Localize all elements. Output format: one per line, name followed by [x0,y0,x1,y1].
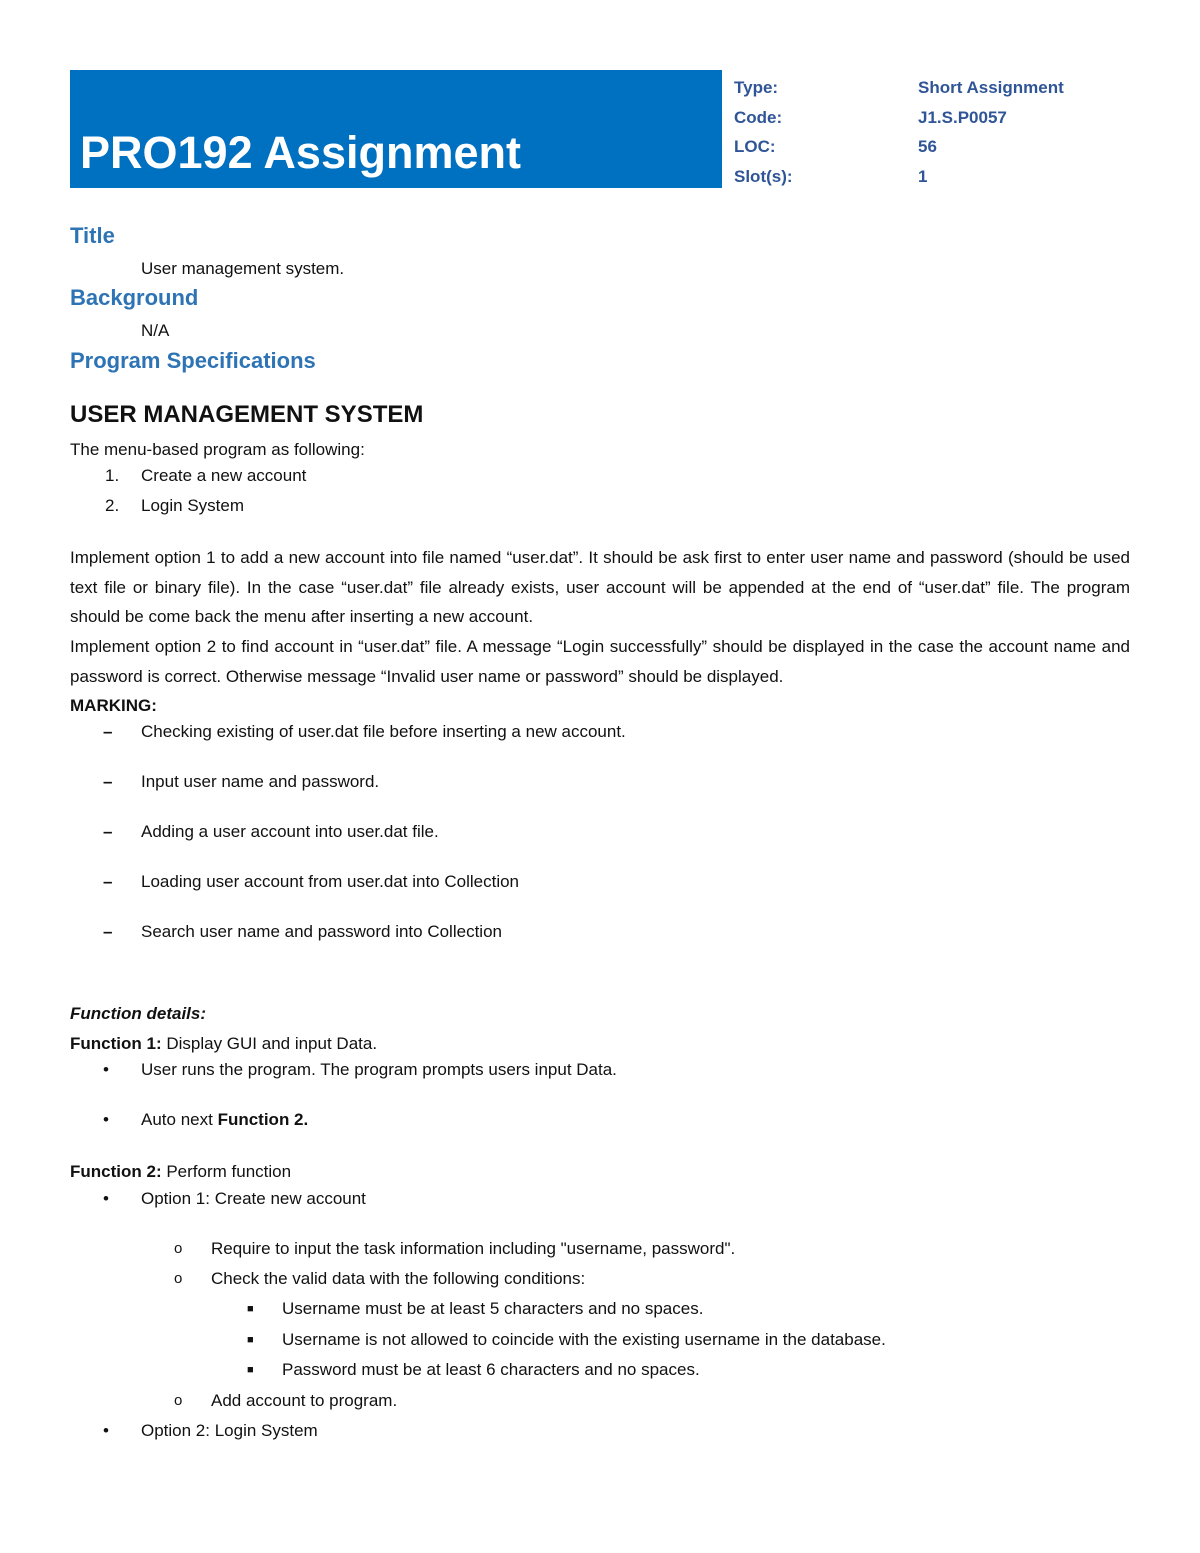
title-banner [70,70,722,188]
marking-item: Adding a user account into user.dat file. [141,822,439,841]
menu-item: Create a new account [141,466,307,485]
square-bullet: ■ [247,1303,254,1315]
meta-row-type [734,73,1174,103]
menu-number: 1. [105,466,120,485]
marking-item: Checking existing of user.dat file before inserting a new account. [141,722,626,741]
marking-label: MARKING: [70,696,157,715]
option-1-subitem: Require to input the task information including "username, password". [211,1239,736,1258]
menu-item: Login System [141,496,244,515]
dash-bullet: – [103,872,113,891]
background-heading: Background [70,285,199,310]
condition-row [0,1327,1200,1353]
program-specifications-heading: Program Specifications [70,348,316,373]
marking-item: Loading user account from user.dat into Collection [141,872,520,891]
dash-bullet: – [103,922,113,941]
meta-label: Slot(s): [734,166,793,186]
document-title: PRO192 Assignment [80,127,521,178]
menu-intro: The menu-based program as following: [70,440,365,459]
function-1-auto-next [141,1107,308,1133]
function-1-label: Function 1: [70,1034,162,1053]
title-heading: Title [70,223,115,248]
meta-value: J1.S.P0057 [918,107,1007,127]
meta-row-code [734,103,1174,133]
meta-label: Type: [734,78,779,97]
function-1-line [70,1031,377,1057]
square-bullet: ■ [247,1334,254,1346]
assignment-meta [734,73,1174,191]
condition-item: Password must be at least 6 characters and no spaces. [282,1360,700,1379]
auto-next-target: Function 2. [217,1110,309,1129]
condition-row [0,1357,1200,1383]
auto-next-prefix: Auto next [141,1110,218,1129]
option-1-item: Option 1: Create new account [141,1189,366,1208]
background-text: N/A [141,321,170,340]
meta-label: LOC: [734,137,776,156]
option1-paragraph: Implement option 1 to add a new account into file named “user.dat”. It should be ask first to enter user name and password (should be used text file or binary file). In the case “user.dat” file already exists, user account will be appended at the end of “user.dat” file. The program should be come back the menu after inserting a new account. [70,548,1130,627]
circle-bullet: o [174,1270,183,1287]
function-1-text: Display GUI and input Data. [161,1034,378,1053]
circle-bullet: o [174,1392,183,1409]
bullet-dot: • [103,1189,109,1208]
function-1-item: User runs the program. The program prompts users input Data. [141,1060,617,1079]
marking-item: Search user name and password into Collection [141,922,502,941]
meta-row-loc [734,132,1174,162]
menu-number: 2. [105,496,120,515]
bullet-dot: • [103,1060,109,1079]
dash-bullet: – [103,722,113,741]
function-2-label: Function 2: [70,1162,162,1181]
option2-paragraph: Implement option 2 to find account in “user.dat” file. A message “Login successfully” should be displayed in the case the account name and password is correct. Otherwise message “Invalid user name or password” should be displayed. [70,637,1130,686]
condition-item: Username is not allowed to coincide with the existing username in the database. [282,1330,886,1349]
bullet-dot: • [103,1110,109,1129]
function-2-line [70,1159,291,1185]
condition-item: Username must be at least 5 characters and no spaces. [282,1299,704,1318]
option-2-item: Option 2: Login System [141,1421,318,1440]
function-2-text: Perform function [161,1162,292,1181]
system-heading: USER MANAGEMENT SYSTEM [70,401,424,428]
option-1-subitem: Check the valid data with the following conditions: [211,1269,586,1288]
dash-bullet: – [103,822,113,841]
dash-bullet: – [103,772,113,791]
condition-row [0,1296,1200,1322]
meta-value: 56 [918,137,937,156]
title-text: User management system. [141,259,345,278]
function-details-label: Function details: [70,1004,206,1023]
option-1-subitem: Add account to program. [211,1391,398,1410]
marking-item: Input user name and password. [141,772,380,791]
circle-bullet: o [174,1240,183,1257]
meta-row-slots [734,162,1174,192]
meta-value: 1 [918,166,928,186]
meta-value: Short Assignment [918,78,1064,97]
meta-label: Code: [734,107,783,127]
square-bullet: ■ [247,1364,254,1376]
bullet-dot: • [103,1421,109,1440]
